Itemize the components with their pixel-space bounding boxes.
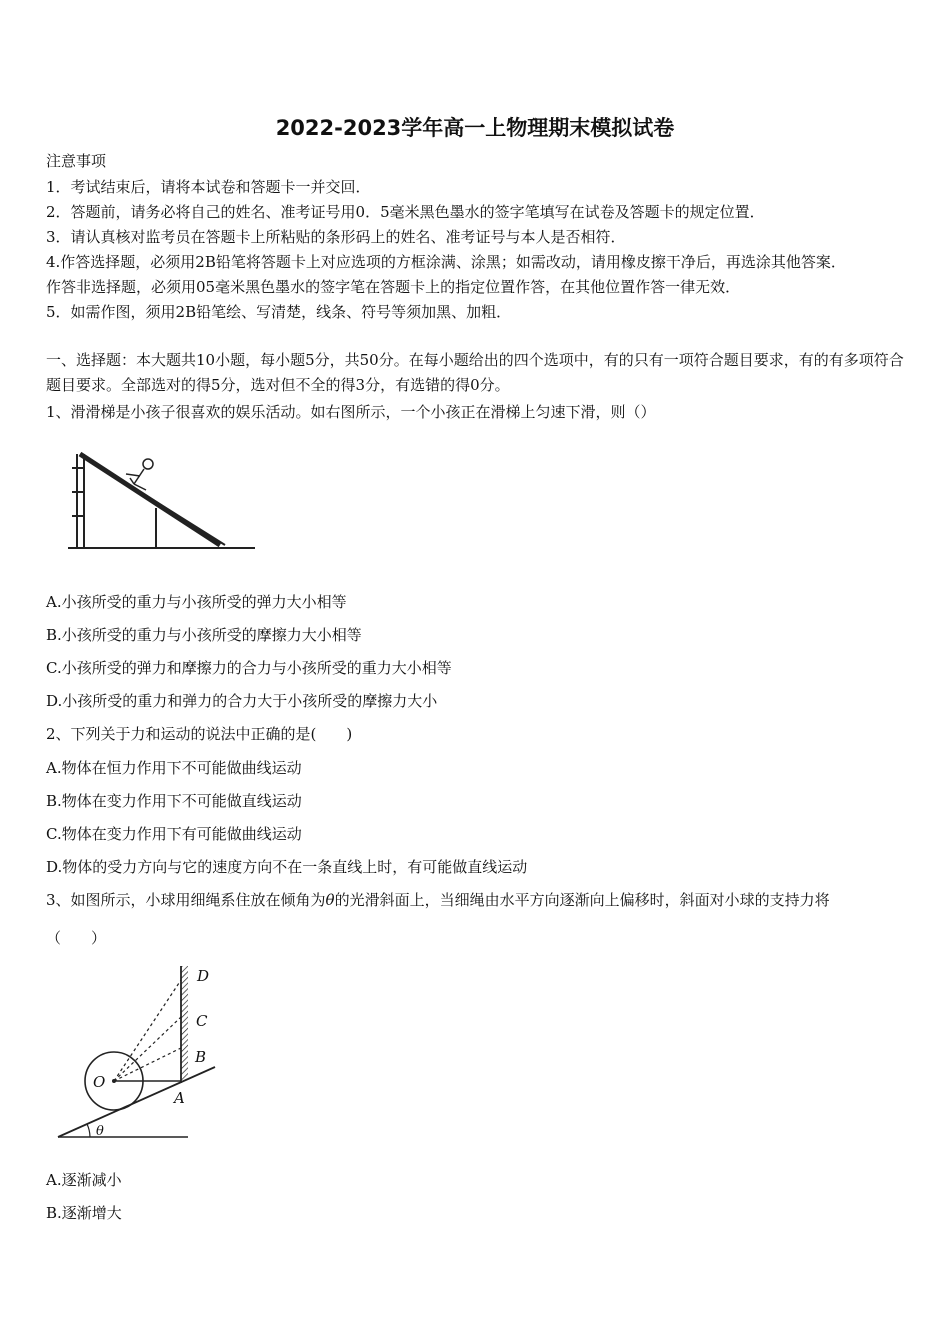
slide-figure <box>60 448 260 558</box>
notice-item-4: 4.作答选择题，必须用2B铅笔将答题卡上对应选项的方框涂满、涂黑；如需改动，请用橡皮擦干净后，再选涂其他答案． <box>46 253 846 271</box>
q2-option-c: C.物体在变力作用下有可能做曲线运动 <box>46 825 302 843</box>
notice-item-3: 3．请认真核对监考员在答题卡上所粘贴的条形码上的姓名、准考证号与本人是否相符． <box>46 228 626 246</box>
incline-surface <box>58 1067 215 1137</box>
notice-item-1: 1．考试结束后，请将本试卷和答题卡一并交回． <box>46 178 371 196</box>
label-d: D <box>197 967 210 985</box>
q3-stem-line2: （ ） <box>46 929 107 947</box>
q3-option-b: B.逐渐增大 <box>46 1204 122 1222</box>
incline-figure <box>50 962 230 1144</box>
notice-item-5: 5．如需作图，须用2B铅笔绘、写清楚，线条、符号等须加黑、加粗． <box>46 303 512 321</box>
q1-option-a: A.小孩所受的重力与小孩所受的弹力大小相等 <box>46 593 347 611</box>
q3-stem-part1: 3、如图所示，小球用细绳系住放在倾角为 <box>46 891 326 909</box>
q1-stem: 1、滑滑梯是小孩子很喜欢的娱乐活动。如右图所示，一个小孩正在滑梯上匀速下滑，则（） <box>46 403 656 421</box>
angle-arc <box>87 1124 90 1137</box>
q3-stem <box>46 890 830 910</box>
rope-to-c <box>114 1017 181 1081</box>
label-c: C <box>196 1012 208 1030</box>
child-head <box>143 459 153 469</box>
q2-option-b: B.物体在变力作用下不可能做直线运动 <box>46 792 302 810</box>
theta-symbol: θ <box>325 891 335 909</box>
wall-hatch <box>181 966 188 1080</box>
label-a: A <box>174 1089 185 1107</box>
page-title: 2022-2023学年高一上物理期末模拟试卷 <box>275 116 675 140</box>
label-b: B <box>195 1048 207 1066</box>
q1-option-c: C.小孩所受的弹力和摩擦力的合力与小孩所受的重力大小相等 <box>46 659 452 677</box>
notice-item-2: 2．答题前，请务必将自己的姓名、准考证号用0．5毫米黑色墨水的签字笔填写在试卷及答题卡的规定位置． <box>46 203 765 221</box>
section-intro: 一、选择题：本大题共10小题，每小题5分，共50分。在每小题给出的四个选项中，有的只有一项符合题目要求，有的有多项符合题目要求。全部选对的得5分，选对但不全的得3分，有选错的得0分。 <box>46 351 904 394</box>
label-o: O <box>93 1073 106 1091</box>
q3-stem-part2: 的光滑斜面上，当细绳由水平方向逐渐向上偏移时，斜面对小球的支持力将 <box>334 891 830 909</box>
q2-stem: 2、下列关于力和运动的说法中正确的是( ) <box>46 725 353 743</box>
q2-option-d: D.物体的受力方向与它的速度方向不在一条直线上时，有可能做直线运动 <box>46 858 528 876</box>
q1-option-d: D.小孩所受的重力和弹力的合力大于小孩所受的摩擦力大小 <box>46 692 438 710</box>
label-theta: θ <box>96 1124 104 1139</box>
notice-heading: 注意事项 <box>46 152 107 170</box>
q2-option-a: A.物体在恒力作用下不可能做曲线运动 <box>46 759 302 777</box>
q3-option-a: A.逐渐减小 <box>46 1171 122 1189</box>
q1-option-b: B.小孩所受的重力与小孩所受的摩擦力大小相等 <box>46 626 362 644</box>
rope-to-d <box>114 980 181 1081</box>
notice-item-4-cont: 作答非选择题，必须用05毫米黑色墨水的签字笔在答题卡上的指定位置作答，在其他位置作答一律无效． <box>46 278 741 296</box>
